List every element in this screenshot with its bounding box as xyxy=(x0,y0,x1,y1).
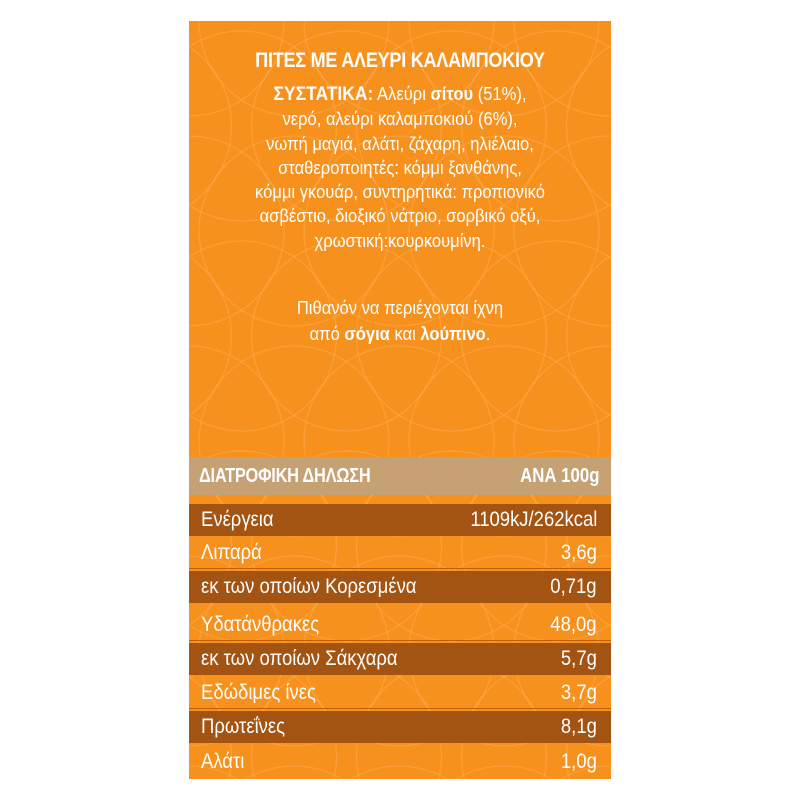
nutrient-value: 1109kJ/262kcal xyxy=(469,508,597,531)
nutrition-row-fat xyxy=(189,537,611,569)
allergen-text: και xyxy=(389,324,421,344)
nutrition-header-title: ΔΙΑΤΡΟΦΙΚΗ ΔΗΛΩΣΗ xyxy=(199,465,371,487)
allergen-text: . xyxy=(485,324,491,344)
ingredients-line-7: χρωστική:κουρκουμίνη. xyxy=(314,230,486,251)
ingredients-text: Αλεύρι xyxy=(373,84,431,104)
row-divider xyxy=(189,568,611,569)
nutrient-name: εκ των οποίων Κορεσμένα xyxy=(201,575,417,598)
allergen-text: από xyxy=(309,324,345,344)
ingredients-block xyxy=(189,82,611,253)
nutrient-name: Υδατάνθρακες xyxy=(201,613,320,636)
ingredients-heading: ΣΥΣΤΑΤΙΚΑ: xyxy=(273,84,374,105)
nutrient-value: 48,0g xyxy=(550,613,597,636)
nutrition-row-fibre xyxy=(189,677,611,709)
nutrient-name: Πρωτεΐνες xyxy=(201,715,286,738)
nutrition-row-sugars xyxy=(189,643,611,675)
allergen-wheat: σίτου xyxy=(430,84,474,104)
nutrition-row-protein xyxy=(189,711,611,743)
nutrition-row-energy xyxy=(189,504,611,536)
nutrient-value: 8,1g xyxy=(561,715,597,738)
nutrient-value: 1,0g xyxy=(561,750,597,773)
nutrient-name: Εδώδιμες ίνες xyxy=(201,681,316,704)
allergen-line-1: Πιθανόν να περιέχονται ίχνη xyxy=(296,298,504,318)
nutrient-name: Λιπαρά xyxy=(201,541,262,564)
nutrition-header-per: ΑΝΑ 100g xyxy=(519,465,599,487)
nutrition-table-header xyxy=(189,457,611,495)
ingredients-line-1 xyxy=(206,82,594,107)
ingredients-line-6: ασβέστιο, διοξικό νάτριο, σορβικό οξύ, xyxy=(259,206,541,227)
allergen-lupin: λούπινο xyxy=(420,324,486,344)
ingredients-line-3: νωπή μαγιά, αλάτι, ζάχαρη, ηλιέλαιο, xyxy=(266,133,534,154)
nutrition-row-carbohydrate xyxy=(189,609,611,641)
nutrient-name: εκ των οποίων Σάκχαρα xyxy=(201,647,398,670)
ingredients-line-4: σταθεροποιητές: κόμμι ξανθάνης, xyxy=(278,157,522,178)
row-divider xyxy=(189,708,611,709)
nutrition-row-salt xyxy=(189,746,611,778)
nutrition-row-saturates xyxy=(189,571,611,603)
ingredients-line-5: κόμμι γκουάρ, συντηρητικά: προπιονικό xyxy=(255,182,545,203)
ingredients-line-2: νερό, αλεύρι καλαμποκιού (6%), xyxy=(282,109,518,130)
ingredients-text: (51%), xyxy=(473,84,527,104)
label-panel xyxy=(189,21,611,779)
product-title: ΠΙΤΕΣ ΜΕ ΑΛΕΥΡΙ ΚΑΛΑΜΠΟΚΙΟΥ xyxy=(255,49,545,72)
allergen-soy: σόγια xyxy=(344,324,390,344)
nutrient-value: 3,6g xyxy=(561,541,597,564)
allergen-line-2 xyxy=(206,321,594,347)
nutrient-value: 5,7g xyxy=(561,647,597,670)
row-divider xyxy=(189,640,611,641)
nutrient-value: 3,7g xyxy=(561,681,597,704)
nutrient-name: Αλάτι xyxy=(201,750,245,773)
allergen-notice xyxy=(189,295,611,347)
nutrient-name: Ενέργεια xyxy=(201,508,274,531)
nutrient-value: 0,71g xyxy=(550,575,597,598)
